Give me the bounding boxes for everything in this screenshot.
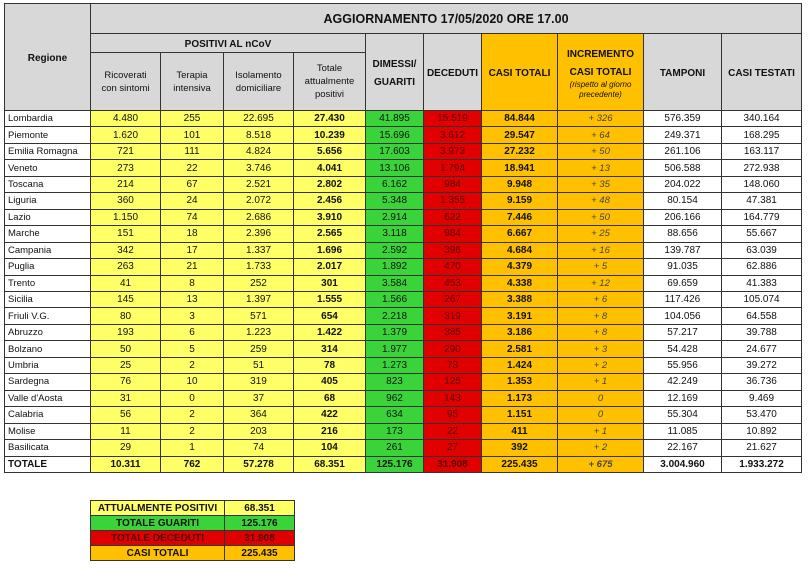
cell-casi: 29.547: [482, 127, 558, 143]
cell-tamponi: 57.217: [644, 324, 722, 340]
cell-incremento: + 2: [558, 440, 644, 456]
cell-dimessi: 1.892: [366, 259, 424, 275]
cell-deceduti: 3.973: [424, 143, 482, 159]
cell-dimessi: 3.584: [366, 275, 424, 291]
cell-dimessi: 634: [366, 407, 424, 423]
cell-terapia: 3: [161, 308, 224, 324]
cell-tamponi: 22.167: [644, 440, 722, 456]
cell-tamponi: 204.022: [644, 176, 722, 192]
cell-tamponi: 80.154: [644, 193, 722, 209]
cell-casi: 2.581: [482, 341, 558, 357]
cell-testati: 41.383: [722, 275, 802, 291]
cell-terapia: 2: [161, 357, 224, 373]
cell-tamponi: 3.004.960: [644, 456, 722, 472]
cell-casi: 1.173: [482, 390, 558, 406]
cell-dimessi: 2.914: [366, 209, 424, 225]
cell-tamponi: 42.249: [644, 374, 722, 390]
cell-testati: 64.558: [722, 308, 802, 324]
cell-totale: 104: [294, 440, 366, 456]
cell-incremento: + 675: [558, 456, 644, 472]
table-row: [5, 259, 802, 275]
cell-terapia: 0: [161, 390, 224, 406]
cell-regione: Campania: [5, 242, 91, 258]
totals-row: [5, 456, 802, 472]
cell-terapia: 13: [161, 291, 224, 307]
cell-deceduti: 27: [424, 440, 482, 456]
cell-totale: 1.696: [294, 242, 366, 258]
cell-deceduti: 15.519: [424, 111, 482, 127]
cell-totale: 3.910: [294, 209, 366, 225]
cell-casi: 1.151: [482, 407, 558, 423]
header-ricoverati: Ricoverati con sintomi: [91, 53, 161, 111]
cell-terapia: 762: [161, 456, 224, 472]
cell-testati: 105.074: [722, 291, 802, 307]
summary-row: [91, 546, 295, 561]
cell-terapia: 22: [161, 160, 224, 176]
cell-deceduti: 143: [424, 390, 482, 406]
cell-isolamento: 2.072: [224, 193, 294, 209]
cell-regione: Trento: [5, 275, 91, 291]
cell-regione: TOTALE: [5, 456, 91, 472]
cell-totale: 1.422: [294, 324, 366, 340]
cell-casi: 18.941: [482, 160, 558, 176]
cell-dimessi: 1.379: [366, 324, 424, 340]
table-row: [5, 440, 802, 456]
cell-casi: 4.379: [482, 259, 558, 275]
table-row: [5, 160, 802, 176]
page-title: AGGIORNAMENTO 17/05/2020 ORE 17.00: [91, 4, 802, 34]
cell-isolamento: 8.518: [224, 127, 294, 143]
cell-casi: 1.424: [482, 357, 558, 373]
cell-regione: Valle d'Aosta: [5, 390, 91, 406]
cell-terapia: 255: [161, 111, 224, 127]
cell-isolamento: 319: [224, 374, 294, 390]
cell-isolamento: 1.223: [224, 324, 294, 340]
cell-ricoverati: 80: [91, 308, 161, 324]
cell-dimessi: 1.977: [366, 341, 424, 357]
cell-isolamento: 2.521: [224, 176, 294, 192]
cell-isolamento: 3.746: [224, 160, 294, 176]
cell-incremento: + 48: [558, 193, 644, 209]
table-row: [5, 341, 802, 357]
header-terapia: Terapia intensiva: [161, 53, 224, 111]
cell-testati: 55.667: [722, 226, 802, 242]
cell-testati: 10.892: [722, 423, 802, 439]
cell-incremento: + 8: [558, 308, 644, 324]
cell-incremento: + 50: [558, 143, 644, 159]
cell-incremento: + 50: [558, 209, 644, 225]
cell-testati: 148.060: [722, 176, 802, 192]
cell-isolamento: 2.686: [224, 209, 294, 225]
cell-tamponi: 506.588: [644, 160, 722, 176]
cell-testati: 47.381: [722, 193, 802, 209]
cell-totale: 2.802: [294, 176, 366, 192]
cell-deceduti: 267: [424, 291, 482, 307]
cell-testati: 62.886: [722, 259, 802, 275]
cell-ricoverati: 214: [91, 176, 161, 192]
table-row: [5, 143, 802, 159]
cell-testati: 24.677: [722, 341, 802, 357]
cell-dimessi: 15.696: [366, 127, 424, 143]
cell-tamponi: 54.428: [644, 341, 722, 357]
cell-ricoverati: 1.150: [91, 209, 161, 225]
cell-ricoverati: 25: [91, 357, 161, 373]
cell-terapia: 18: [161, 226, 224, 242]
cell-isolamento: 259: [224, 341, 294, 357]
header-regione: Regione: [5, 4, 91, 111]
cell-deceduti: 984: [424, 226, 482, 242]
cell-terapia: 10: [161, 374, 224, 390]
cell-totale: 10.239: [294, 127, 366, 143]
cell-ricoverati: 342: [91, 242, 161, 258]
cell-tamponi: 12.169: [644, 390, 722, 406]
cell-casi: 392: [482, 440, 558, 456]
cell-regione: Lombardia: [5, 111, 91, 127]
cell-regione: Toscana: [5, 176, 91, 192]
cell-isolamento: 571: [224, 308, 294, 324]
cell-deceduti: 453: [424, 275, 482, 291]
summary-row: [91, 516, 295, 531]
cell-ricoverati: 56: [91, 407, 161, 423]
cell-regione: Piemonte: [5, 127, 91, 143]
cell-incremento: + 5: [558, 259, 644, 275]
cell-terapia: 74: [161, 209, 224, 225]
cell-isolamento: 51: [224, 357, 294, 373]
summary-row: [91, 501, 295, 516]
cell-isolamento: 1.397: [224, 291, 294, 307]
cell-terapia: 2: [161, 407, 224, 423]
cell-isolamento: 1.733: [224, 259, 294, 275]
cell-isolamento: 74: [224, 440, 294, 456]
cell-totale: 405: [294, 374, 366, 390]
cell-incremento: + 326: [558, 111, 644, 127]
summary-value: 125.176: [225, 516, 295, 531]
cell-terapia: 24: [161, 193, 224, 209]
cell-tamponi: 11.085: [644, 423, 722, 439]
cell-terapia: 8: [161, 275, 224, 291]
cell-regione: Liguria: [5, 193, 91, 209]
cell-casi: 7.446: [482, 209, 558, 225]
cell-deceduti: 1.794: [424, 160, 482, 176]
header-deceduti: DECEDUTI: [424, 34, 482, 111]
table-row: [5, 324, 802, 340]
table-row: [5, 176, 802, 192]
cell-dimessi: 5.348: [366, 193, 424, 209]
cell-testati: 164.779: [722, 209, 802, 225]
cell-deceduti: 73: [424, 357, 482, 373]
cell-regione: Veneto: [5, 160, 91, 176]
cell-incremento: 0: [558, 407, 644, 423]
cell-terapia: 17: [161, 242, 224, 258]
cell-tamponi: 139.787: [644, 242, 722, 258]
table-row: [5, 127, 802, 143]
cell-regione: Bolzano: [5, 341, 91, 357]
cell-deceduti: 470: [424, 259, 482, 275]
cell-tamponi: 55.956: [644, 357, 722, 373]
cell-totale: 2.456: [294, 193, 366, 209]
cell-casi: 9.159: [482, 193, 558, 209]
cell-totale: 2.565: [294, 226, 366, 242]
header-tamponi: TAMPONI: [644, 34, 722, 111]
cell-incremento: + 25: [558, 226, 644, 242]
cell-tamponi: 88.656: [644, 226, 722, 242]
cell-incremento: + 16: [558, 242, 644, 258]
cell-dimessi: 125.176: [366, 456, 424, 472]
cell-totale: 314: [294, 341, 366, 357]
cell-totale: 68.351: [294, 456, 366, 472]
cell-dimessi: 261: [366, 440, 424, 456]
cell-regione: Abruzzo: [5, 324, 91, 340]
cell-casi: 9.948: [482, 176, 558, 192]
cell-incremento: + 1: [558, 423, 644, 439]
cell-deceduti: 125: [424, 374, 482, 390]
cell-testati: 9.469: [722, 390, 802, 406]
cell-casi: 1.353: [482, 374, 558, 390]
cell-ricoverati: 151: [91, 226, 161, 242]
table-row: [5, 111, 802, 127]
table-row: [5, 357, 802, 373]
cell-terapia: 67: [161, 176, 224, 192]
table-row: [5, 193, 802, 209]
cell-tamponi: 91.035: [644, 259, 722, 275]
cell-dimessi: 41.895: [366, 111, 424, 127]
cell-tamponi: 249.371: [644, 127, 722, 143]
cell-dimessi: 823: [366, 374, 424, 390]
cell-incremento: + 64: [558, 127, 644, 143]
header-casi-testati: CASI TESTATI: [722, 34, 802, 111]
cell-incremento: + 6: [558, 291, 644, 307]
cell-terapia: 21: [161, 259, 224, 275]
cell-tamponi: 69.659: [644, 275, 722, 291]
cell-regione: Marche: [5, 226, 91, 242]
cell-ricoverati: 29: [91, 440, 161, 456]
header-casi-totali: CASI TOTALI: [482, 34, 558, 111]
cell-totale: 27.430: [294, 111, 366, 127]
cell-testati: 36.736: [722, 374, 802, 390]
cell-casi: 84.844: [482, 111, 558, 127]
cell-ricoverati: 193: [91, 324, 161, 340]
cell-totale: 654: [294, 308, 366, 324]
cell-regione: Sicilia: [5, 291, 91, 307]
cell-totale: 2.017: [294, 259, 366, 275]
cell-casi: 3.191: [482, 308, 558, 324]
cell-deceduti: 31.908: [424, 456, 482, 472]
cell-casi: 411: [482, 423, 558, 439]
header-totale-positivi: Totale attualmente positivi: [294, 53, 366, 111]
cell-totale: 68: [294, 390, 366, 406]
cell-ricoverati: 11: [91, 423, 161, 439]
cell-testati: 163.117: [722, 143, 802, 159]
cell-dimessi: 6.162: [366, 176, 424, 192]
summary-value: 68.351: [225, 501, 295, 516]
summary-row: [91, 531, 295, 546]
cell-deceduti: 622: [424, 209, 482, 225]
header-isolamento: Isolamento domiciliare: [224, 53, 294, 111]
cell-incremento: + 35: [558, 176, 644, 192]
cell-totale: 216: [294, 423, 366, 439]
cell-dimessi: 17.603: [366, 143, 424, 159]
cell-dimessi: 173: [366, 423, 424, 439]
table-row: [5, 209, 802, 225]
cell-testati: 340.164: [722, 111, 802, 127]
cell-ricoverati: 50: [91, 341, 161, 357]
cell-testati: 168.295: [722, 127, 802, 143]
cell-casi: 225.435: [482, 456, 558, 472]
header-incremento: INCREMENTO CASI TOTALI (rispetto al giorno precedente): [558, 34, 644, 111]
summary-table: [90, 500, 295, 561]
cell-ricoverati: 4.480: [91, 111, 161, 127]
cell-deceduti: 396: [424, 242, 482, 258]
cell-regione: Basilicata: [5, 440, 91, 456]
cell-isolamento: 203: [224, 423, 294, 439]
cell-dimessi: 962: [366, 390, 424, 406]
table-row: [5, 226, 802, 242]
table-row: [5, 242, 802, 258]
cell-casi: 3.388: [482, 291, 558, 307]
cell-deceduti: 3.612: [424, 127, 482, 143]
cell-terapia: 5: [161, 341, 224, 357]
cell-deceduti: 385: [424, 324, 482, 340]
cell-regione: Molise: [5, 423, 91, 439]
table-row: [5, 308, 802, 324]
cell-terapia: 2: [161, 423, 224, 439]
cell-testati: 39.788: [722, 324, 802, 340]
cell-incremento: + 3: [558, 341, 644, 357]
cell-regione: Emilia Romagna: [5, 143, 91, 159]
cell-ricoverati: 263: [91, 259, 161, 275]
table-row: [5, 374, 802, 390]
cell-ricoverati: 31: [91, 390, 161, 406]
cell-ricoverati: 1.620: [91, 127, 161, 143]
table-body: [5, 111, 802, 473]
cell-regione: Puglia: [5, 259, 91, 275]
cell-deceduti: 1.355: [424, 193, 482, 209]
cell-casi: 3.186: [482, 324, 558, 340]
cell-tamponi: 261.106: [644, 143, 722, 159]
cell-dimessi: 3.118: [366, 226, 424, 242]
cell-terapia: 111: [161, 143, 224, 159]
cell-ricoverati: 721: [91, 143, 161, 159]
cell-casi: 27.232: [482, 143, 558, 159]
cell-deceduti: 22: [424, 423, 482, 439]
cell-testati: 21.627: [722, 440, 802, 456]
table-row: [5, 275, 802, 291]
cell-terapia: 6: [161, 324, 224, 340]
cell-ricoverati: 10.311: [91, 456, 161, 472]
cell-testati: 39.272: [722, 357, 802, 373]
table-row: [5, 291, 802, 307]
cell-incremento: + 13: [558, 160, 644, 176]
cell-testati: 63.039: [722, 242, 802, 258]
cell-testati: 272.938: [722, 160, 802, 176]
cell-testati: 1.933.272: [722, 456, 802, 472]
cell-ricoverati: 76: [91, 374, 161, 390]
cell-deceduti: 290: [424, 341, 482, 357]
cell-ricoverati: 360: [91, 193, 161, 209]
cell-regione: Lazio: [5, 209, 91, 225]
cell-incremento: 0: [558, 390, 644, 406]
cell-isolamento: 1.337: [224, 242, 294, 258]
cell-dimessi: 2.218: [366, 308, 424, 324]
cell-testati: 53.470: [722, 407, 802, 423]
cell-isolamento: 4.824: [224, 143, 294, 159]
summary-label: CASI TOTALI: [91, 546, 225, 561]
summary-label: ATTUALMENTE POSITIVI: [91, 501, 225, 516]
cell-ricoverati: 273: [91, 160, 161, 176]
cell-deceduti: 984: [424, 176, 482, 192]
table-row: [5, 390, 802, 406]
cell-tamponi: 576.359: [644, 111, 722, 127]
table-row: [5, 407, 802, 423]
cell-dimessi: 1.566: [366, 291, 424, 307]
cell-tamponi: 117.426: [644, 291, 722, 307]
cell-regione: Umbria: [5, 357, 91, 373]
cell-dimessi: 1.273: [366, 357, 424, 373]
cell-deceduti: 319: [424, 308, 482, 324]
summary-label: TOTALE GUARITI: [91, 516, 225, 531]
cell-dimessi: 13.106: [366, 160, 424, 176]
header-dimessi: DIMESSI/ GUARITI: [366, 34, 424, 111]
cell-regione: Calabria: [5, 407, 91, 423]
cell-casi: 6.667: [482, 226, 558, 242]
cell-incremento: + 2: [558, 357, 644, 373]
cell-totale: 422: [294, 407, 366, 423]
cell-regione: Sardegna: [5, 374, 91, 390]
cell-incremento: + 8: [558, 324, 644, 340]
cell-casi: 4.684: [482, 242, 558, 258]
cell-regione: Friuli V.G.: [5, 308, 91, 324]
cell-totale: 5.656: [294, 143, 366, 159]
cell-tamponi: 104.056: [644, 308, 722, 324]
table-row: [5, 423, 802, 439]
cell-tamponi: 206.166: [644, 209, 722, 225]
cell-incremento: + 1: [558, 374, 644, 390]
covid-regional-table: [4, 3, 802, 473]
cell-isolamento: 2.396: [224, 226, 294, 242]
cell-ricoverati: 41: [91, 275, 161, 291]
summary-label: TOTALE DECEDUTI: [91, 531, 225, 546]
cell-totale: 78: [294, 357, 366, 373]
header-positivi-group: POSITIVI AL nCoV: [91, 34, 366, 53]
cell-totale: 1.555: [294, 291, 366, 307]
summary-value: 225.435: [225, 546, 295, 561]
cell-ricoverati: 145: [91, 291, 161, 307]
cell-terapia: 1: [161, 440, 224, 456]
cell-isolamento: 57.278: [224, 456, 294, 472]
cell-tamponi: 55.304: [644, 407, 722, 423]
cell-deceduti: 95: [424, 407, 482, 423]
summary-value: 31.908: [225, 531, 295, 546]
cell-totale: 4.041: [294, 160, 366, 176]
cell-casi: 4.338: [482, 275, 558, 291]
cell-incremento: + 12: [558, 275, 644, 291]
cell-isolamento: 252: [224, 275, 294, 291]
cell-isolamento: 37: [224, 390, 294, 406]
cell-terapia: 101: [161, 127, 224, 143]
cell-isolamento: 364: [224, 407, 294, 423]
cell-totale: 301: [294, 275, 366, 291]
cell-isolamento: 22.695: [224, 111, 294, 127]
cell-dimessi: 2.592: [366, 242, 424, 258]
